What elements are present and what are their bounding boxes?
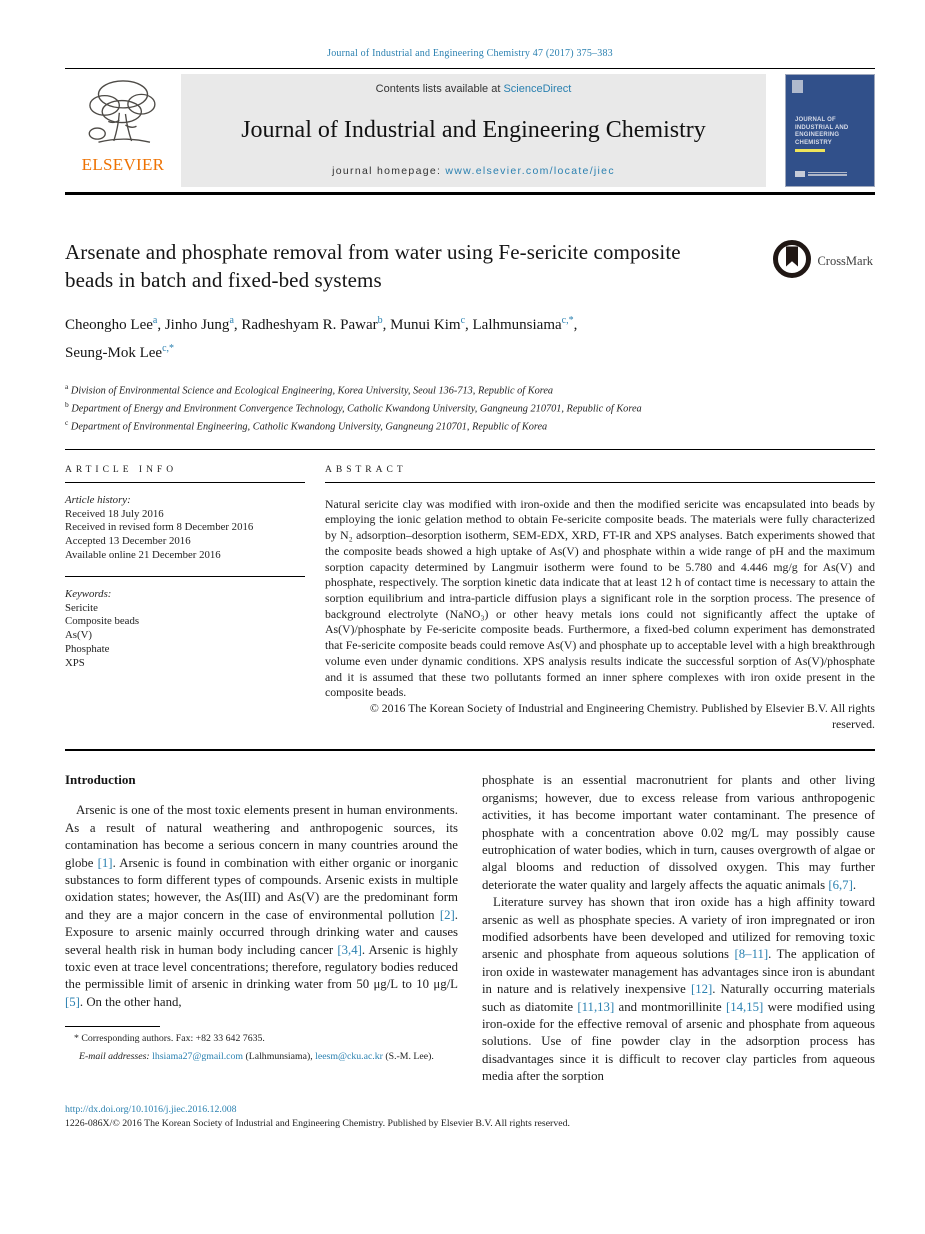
email-label: E-mail addresses:	[79, 1051, 153, 1063]
cover-accent-bar	[795, 149, 825, 152]
history-item: Accepted 13 December 2016	[65, 535, 191, 548]
affiliation: $^a$ Division of Environmental Science and Ecological Engineering, Korea University, Seoul 136-713, Republic of Korea	[65, 382, 554, 397]
paragraph: Arsenic is one of the most toxic elements present in human environments. As a result of natural weathering and anthropogenic sources, its contamination has become a serious concern in many countries around the globe [1]. Arsenic is found in combination with either organic or inorganic substances to form different types of compounds. Arsenic exists in multiple oxidation states; however, the As(III) and As(V) are the predominant form and they are a major concern in the case of environmental pollution [2]. Exposure to arsenic mainly occurred through drinking water and causes several health risk in human body including cancer [3,4]. Arsenic is highly toxic even at trace level concentrations; therefore, regulatory bodies reduced the permissible limit of arsenic in drinking water from 50 μg/L to 10 μg/L [5]. On the other hand,	[65, 803, 458, 1009]
elsevier-wordmark: ELSEVIER	[81, 155, 165, 174]
citation-link[interactable]: [8–11]	[734, 947, 769, 962]
body-column-left	[65, 772, 458, 1085]
article-info-heading: ARTICLE INFO	[65, 464, 178, 475]
keywords-label: Keywords:	[65, 587, 112, 600]
footnote-block	[65, 1026, 458, 1063]
email-link-lee[interactable]: leesm@cku.ac.kr	[315, 1051, 383, 1063]
doi-link[interactable]: http://dx.doi.org/10.1016/j.jiec.2016.12.008	[65, 1103, 237, 1115]
history-item: Available online 21 December 2016	[65, 548, 221, 561]
article-info-divider-rule	[65, 576, 305, 577]
contents-prefix: Contents lists available at	[375, 83, 504, 95]
abstract-column	[325, 450, 875, 733]
abstract-text: Natural sericite clay was modified with iron-oxide and then the modified sericite was encapsulated into beads by employing the ionic gelation method to obtain Fe-sericite composite beads. The materials were fully characterized by N₂ adsorption–desorption isotherm, SEM-EDX, XRD, FT-IR and XPS analyses. Batch experiments showed that the composite beads showed a high uptake of As(V) and phosphate within a wide range of pH and the maximum sorption capacity determined by Langmuir isotherm were found to be 5.780 and 4.446 mg/g for As(V) and phosphate, respectively. The sorption kinetic data indicate that at least 12 h of contact time is necessary to attain the sorption equilibrium and intra-particle diffusion plays a significant role in the sorption process. The presence of background electrolyte (NaNO₃) or other heavy metals ions could not significantly affect the uptake of As(V)/phosphate by Fe-sericite composite beads. Furthermore, a fixed-bed column experiment has demonstrated that Fe-sericite composite beads could remove As(V) and phosphate up to acceptable level with a high breakthrough volume even under dynamic conditions. XPS analysis results indicate the successful sorption of As(V)/phosphate and it is assumed that these two pollutants formed an inner sphere complexes with iron oxide present in the composite beads.	[325, 496, 875, 700]
crossmark-icon	[772, 239, 812, 284]
history-item: Received 18 July 2016	[65, 507, 164, 520]
author: Jinho Jung$^a$,	[164, 315, 242, 333]
keyword: As(V)	[65, 629, 92, 642]
contents-line	[187, 83, 760, 95]
email-link-lalhmunsiama[interactable]: lhsiama27@gmail.com	[152, 1051, 244, 1063]
homepage-line	[187, 165, 760, 177]
cover-emblem-icon	[792, 80, 803, 93]
citation-link[interactable]: [5]	[65, 994, 80, 1009]
author: Radheshyam R. Pawar$^b$,	[241, 315, 391, 333]
abstract-heading: ABSTRACT	[325, 464, 407, 475]
journal-title: Journal of Industrial and Engineering Chemistry	[241, 116, 706, 143]
info-abstract-section	[65, 450, 875, 733]
crossmark-label: CrossMark	[817, 254, 873, 268]
keyword: Phosphate	[65, 642, 110, 655]
article-title: Arsenate and phosphate removal from water using Fe-sericite composite beads in batch and fixed-bed systems	[65, 240, 681, 292]
top-rule	[65, 68, 875, 69]
author: Cheongho Lee$^a$,	[65, 315, 165, 333]
journal-cover-thumbnail[interactable]	[785, 74, 875, 187]
citation-link[interactable]: [12]	[690, 982, 713, 997]
citation-link[interactable]: [11,13]	[577, 999, 615, 1014]
article-history-label: Article history:	[65, 493, 131, 506]
citation-link[interactable]: [1]	[97, 855, 113, 870]
sciencedirect-link[interactable]: ScienceDirect	[503, 83, 572, 95]
citation-link[interactable]: [6,7]	[828, 877, 853, 892]
body-text	[65, 772, 875, 1085]
masthead	[65, 74, 875, 187]
running-head-citation: Journal of Industrial and Engineering Chemistry 47 (2017) 375–383	[327, 48, 613, 59]
article-info-column	[65, 450, 305, 733]
page-footer	[65, 1103, 875, 1132]
masthead-bottom-rule	[65, 192, 875, 195]
footnote-rule	[65, 1026, 160, 1027]
citation-link[interactable]: [2]	[439, 907, 455, 922]
info-abstract-bottom-rule	[65, 749, 875, 751]
crossmark-badge[interactable]	[772, 239, 873, 284]
author-list	[65, 309, 875, 365]
paragraph: phosphate is an essential macronutrient for plants and other living organisms; however, due to excess release from various anthropogenic activities, it has become important water contaminant. The presence of phosphate with a concentration above 0.02 mg/L may possibly cause eutrophication of water bodies, which in turn, causes overgrowth of algae or algal blooms and reduction of dissolved oxygen. This may further deteriorate the water quality and largely affects the aquatic animals [6,7].	[482, 773, 875, 892]
keyword: XPS	[65, 656, 85, 669]
masthead-center-panel	[181, 74, 766, 187]
keyword: Sericite	[65, 601, 98, 614]
abstract-rule	[325, 482, 875, 483]
affiliation-list	[65, 380, 875, 434]
email-addresses-note	[65, 1050, 458, 1063]
email-suffix: (Lalhmunsiama),	[243, 1051, 316, 1063]
corresponding-author-note: * Corresponding authors. Fax: +82 33 642 7635.	[74, 1033, 265, 1045]
body-column-right	[482, 772, 875, 1085]
affiliation: $^b$ Department of Energy and Environment Convergence Technology, Catholic Kwandong University, Gangneung 210701, Republic of Korea	[65, 399, 642, 415]
issn-copyright-line: 1226-086X/© 2016 The Korean Society of Industrial and Engineering Chemistry. Published by Elsevier B.V. All rights reserved.	[65, 1118, 570, 1130]
author: Lalhmunsiama$^{c,*}$,	[472, 315, 578, 333]
elsevier-logo[interactable]	[65, 74, 181, 187]
paragraph: Literature survey has shown that iron oxide has a high affinity toward arsenic as well as phosphate species. A variety of iron impregnated or iron modified adsorbents have been developed and utilized for removing toxic arsenic and phosphate from aqueous solutions [8–11]. The application of iron oxide in wastewater management has advantages since iron is abundant in nature and is relatively inexpensive [12]. Naturally occurring materials such as diatomite [11,13] and montmorillinite [14,15] were modified using iron-oxide for the effective removal of arsenic and phosphate from aqueous solutions. Use of fine powder clay in the adsorption process has disadvantages since it is difficult to recover clay particles from aqueous media after the sorption	[482, 895, 875, 1084]
abstract-copyright: © 2016 The Korean Society of Industrial and Engineering Chemistry. Published by Elsevier B.V. All rights reserved.	[369, 700, 875, 731]
journal-homepage-link[interactable]: www.elsevier.com/locate/jiec	[445, 165, 615, 177]
history-item: Received in revised form 8 December 2016	[65, 521, 254, 534]
email-suffix: (S.-M. Lee).	[382, 1051, 434, 1063]
section-heading-introduction: Introduction	[65, 772, 136, 788]
cover-publisher-mark	[795, 170, 847, 177]
article-info-rule	[65, 482, 305, 483]
keyword: Composite beads	[65, 615, 140, 628]
citation-link[interactable]: [14,15]	[725, 999, 764, 1014]
author: Munui Kim$^c$,	[390, 315, 473, 333]
homepage-prefix: journal homepage:	[332, 165, 446, 177]
affiliation: $^c$ Department of Environmental Engineering, Catholic Kwandong University, Gangneung 210701, Republic of Korea	[65, 417, 548, 433]
author: Seung-Mok Lee$^{c,*}$	[65, 343, 175, 361]
elsevier-tree-icon	[83, 139, 163, 156]
cover-title-text: JOURNAL OF INDUSTRIAL AND ENGINEERING CHEMISTRY	[795, 117, 848, 152]
citation-link[interactable]: [3,4]	[337, 942, 362, 957]
title-block	[65, 239, 875, 294]
